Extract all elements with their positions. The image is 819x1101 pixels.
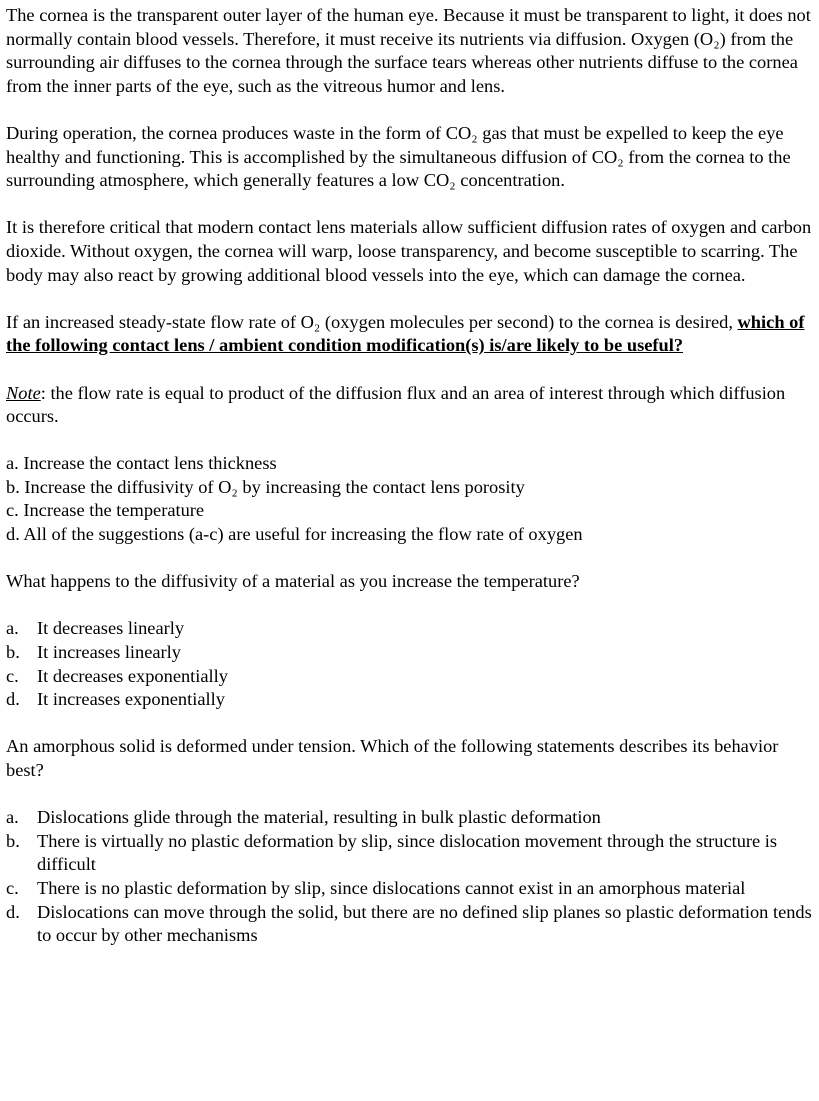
question-2-option-d bbox=[6, 688, 813, 712]
question-3-option-a bbox=[6, 806, 813, 830]
option-label: b. bbox=[6, 830, 20, 851]
option-label: c. bbox=[6, 665, 19, 686]
question-1-prompt bbox=[6, 311, 813, 358]
intro-paragraph-3: It is therefore critical that modern contact lens materials allow sufficient diffusion rates of oxygen and carbon dioxide. Without oxygen, the cornea will warp, loose transparency, and become susceptible to scarring. The body may also react by growing additional blood vessels into the eye, which can damage the cornea. bbox=[6, 217, 812, 285]
question-1-option-b: b. Increase the diffusivity of O₂ by increasing the contact lens porosity bbox=[6, 476, 525, 497]
question-1-options bbox=[6, 452, 813, 546]
option-label: a. bbox=[6, 618, 19, 639]
option-label: c. bbox=[6, 877, 19, 898]
question-1-prompt-text: If an increased steady-state flow rate of O₂ (oxygen molecules per second) to the cornea is desired, bbox=[6, 311, 738, 332]
option-text: Dislocations can move through the solid, but there are no defined slip planes so plastic deformation tends to occur by other mechanisms bbox=[37, 901, 812, 946]
option-text: There is virtually no plastic deformation by slip, since dislocation movement through the structure is difficult bbox=[37, 830, 778, 875]
option-label: b. bbox=[6, 642, 20, 663]
option-text: Dislocations glide through the material, resulting in bulk plastic deformation bbox=[37, 807, 601, 828]
question-2-option-a bbox=[6, 617, 813, 641]
option-text: It increases exponentially bbox=[37, 689, 225, 710]
question-1-option-a: a. Increase the contact lens thickness bbox=[6, 453, 277, 474]
note-label: Note bbox=[6, 382, 41, 403]
option-label: d. bbox=[6, 901, 20, 922]
question-3-options bbox=[6, 806, 813, 948]
question-3-option-c bbox=[6, 877, 813, 901]
question-1-option-c: c. Increase the temperature bbox=[6, 500, 205, 521]
intro-paragraph-2: During operation, the cornea produces waste in the form of CO₂ gas that must be expelled to keep the eye healthy and functioning. This is accomplished by the simultaneous diffusion of CO₂ from the cornea to the surrounding atmosphere, which generally features a low CO₂ concentration. bbox=[6, 122, 791, 191]
question-2-prompt: What happens to the diffusivity of a material as you increase the temperature? bbox=[6, 571, 580, 592]
question-2-option-b bbox=[6, 641, 813, 665]
question-3-option-b bbox=[6, 830, 813, 877]
question-3-prompt: An amorphous solid is deformed under tension. Which of the following statements describes its behavior best? bbox=[6, 736, 779, 780]
option-label: a. bbox=[6, 807, 19, 828]
option-text: There is no plastic deformation by slip, since dislocations cannot exist in an amorphous material bbox=[37, 877, 746, 898]
option-text: It decreases exponentially bbox=[37, 665, 228, 686]
question-1-emphasis: which of the following contact lens / ambient condition modification(s) is/are likely to be useful? bbox=[6, 311, 805, 356]
note-paragraph bbox=[6, 382, 813, 429]
question-2-option-c bbox=[6, 665, 813, 689]
option-text: It increases linearly bbox=[37, 642, 181, 663]
question-3-option-d bbox=[6, 901, 813, 948]
note-text: : the flow rate is equal to product of the diffusion flux and an area of interest through which diffusion occurs. bbox=[6, 382, 786, 427]
intro-paragraph-1: The cornea is the transparent outer layer of the human eye. Because it must be transparent to light, it does not normally contain blood vessels. Therefore, it must receive its nutrients via diffusion. Oxygen (O₂) from the surrounding air diffuses to the cornea through the surface tears whereas other nutrients diffuse to the cornea from the inner parts of the eye, such as the vitreous humor and lens. bbox=[6, 5, 811, 96]
question-1-option-d: d. All of the suggestions (a-c) are useful for increasing the flow rate of oxygen bbox=[6, 524, 583, 545]
option-text: It decreases linearly bbox=[37, 618, 185, 639]
question-2-options bbox=[6, 617, 813, 711]
option-label: d. bbox=[6, 689, 20, 710]
